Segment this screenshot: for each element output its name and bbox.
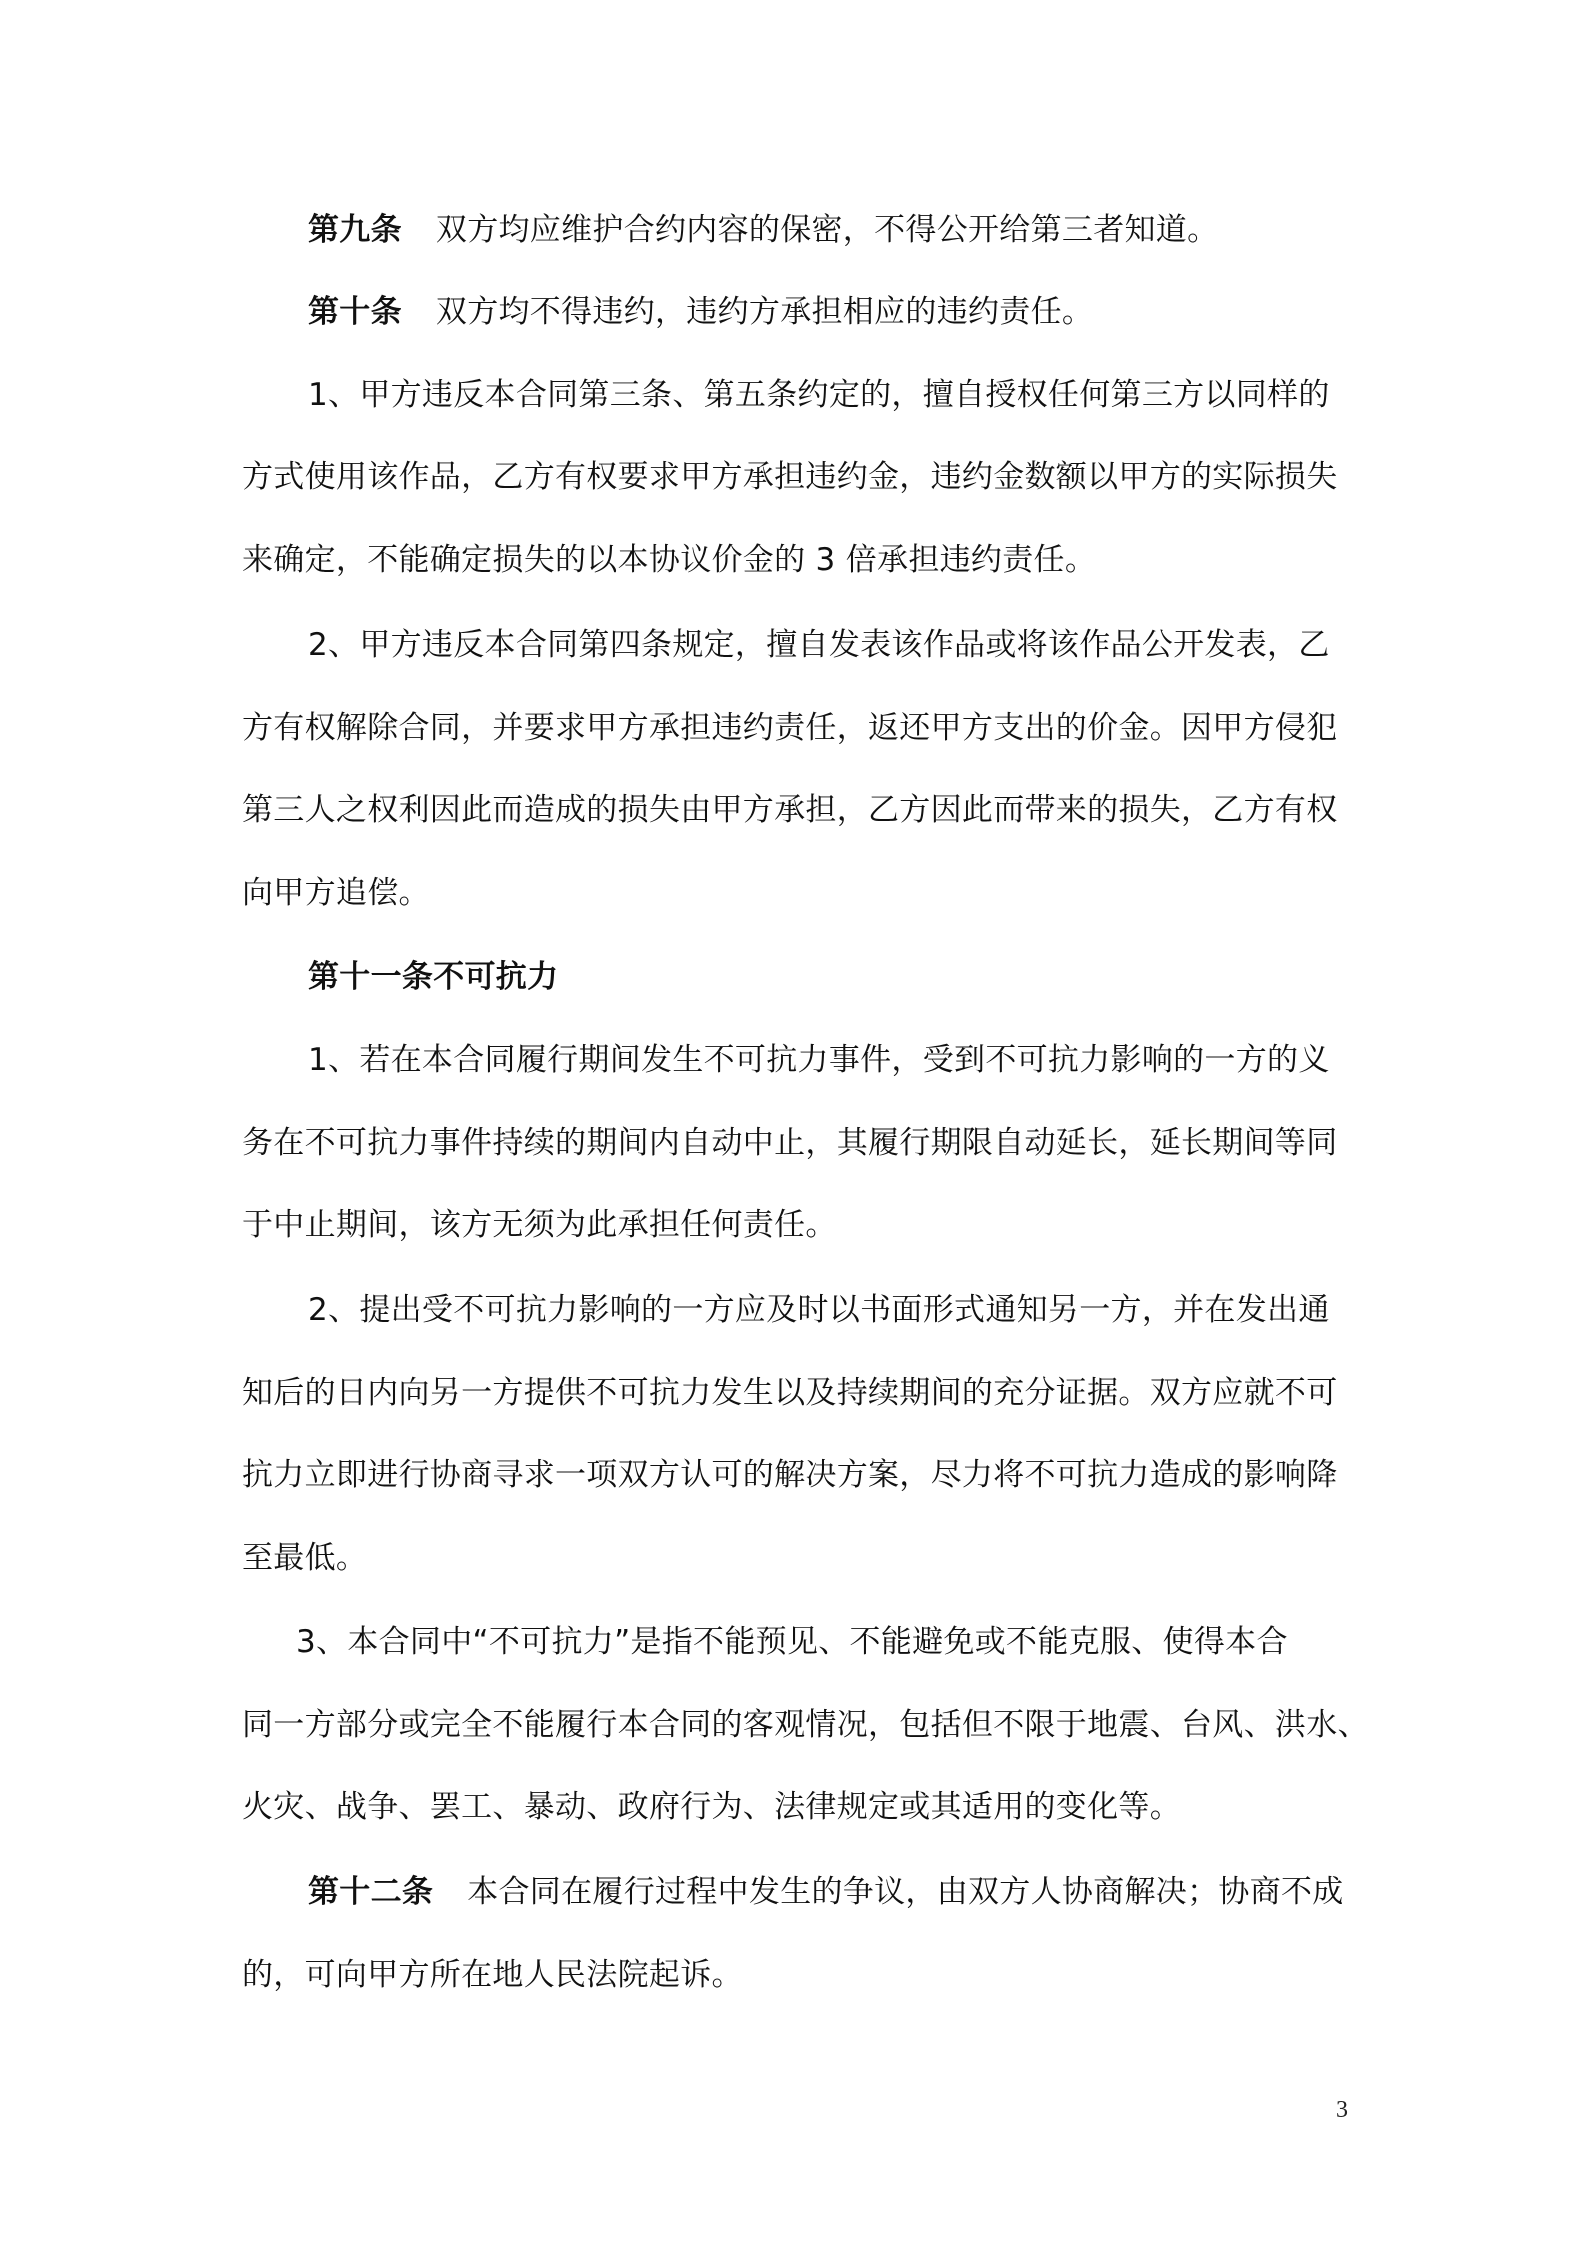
- article-11-clause-3-line-1: 3、本合同中“不可抗力”是指不能预见、不能避免或不能克服、使得本合: [296, 1624, 1288, 1660]
- article-10-heading: 第十条: [308, 294, 402, 330]
- article-11-clause-2-line-3: 抗力立即进行协商寻求一项双方认可的解决方案，尽力将不可抗力造成的影响降: [242, 1457, 1338, 1493]
- article-12-heading: 第十二条: [308, 1874, 434, 1910]
- article-11-clause-2-line-2: 知后的日内向另一方提供不可抗力发生以及持续期间的充分证据。双方应就不可: [242, 1375, 1338, 1411]
- article-10-clause-2-line-3: 第三人之权利因此而造成的损失由甲方承担，乙方因此而带来的损失，乙方有权: [242, 792, 1338, 828]
- article-12-line-1: [308, 1872, 1344, 1912]
- article-11-heading: 第十一条不可抗力: [308, 959, 559, 995]
- article-9-text: 双方均应维护合约内容的保密，不得公开给第三者知道。: [435, 212, 1219, 248]
- article-10-clause-2-line-4: 向甲方追偿。: [242, 875, 430, 911]
- article-10-clause-2-line-2: 方有权解除合同，并要求甲方承担违约责任，返还甲方支出的价金。因甲方侵犯: [242, 710, 1338, 746]
- article-11-clause-1-line-2: 务在不可抗力事件持续的期间内自动中止，其履行期限自动延长，延长期间等同: [242, 1125, 1338, 1161]
- article-11-clause-3-line-2: 同一方部分或完全不能履行本合同的客观情况，包括但不限于地震、台风、洪水、: [242, 1707, 1369, 1743]
- article-9-line-1: [308, 210, 1218, 250]
- article-12-line-2: 的，可向甲方所在地人民法院起诉。: [242, 1957, 743, 1993]
- article-11-clause-2-line-1: 2、提出受不可抗力影响的一方应及时以书面形式通知另一方，并在发出通: [308, 1292, 1330, 1328]
- page-number: 3: [1336, 2097, 1348, 2123]
- article-11-clause-1-line-1: 1、若在本合同履行期间发生不可抗力事件，受到不可抗力影响的一方的义: [308, 1042, 1330, 1078]
- article-11-clause-3-line-3: 火灾、战争、罢工、暴动、政府行为、法律规定或其适用的变化等。: [242, 1789, 1181, 1825]
- article-10-clause-2-line-1: 2、甲方违反本合同第四条规定，擅自发表该作品或将该作品公开发表，乙: [308, 627, 1330, 663]
- article-10-clause-1-line-1: 1、甲方违反本合同第三条、第五条约定的，擅自授权任何第三方以同样的: [308, 377, 1330, 413]
- article-11-clause-1-line-3: 于中止期间，该方无须为此承担任何责任。: [242, 1207, 837, 1243]
- article-10-line-1: [308, 292, 1093, 332]
- article-10-clause-1-line-3: 来确定，不能确定损失的以本协议价金的 3 倍承担违约责任。: [242, 542, 1097, 578]
- article-10-text: 双方均不得违约，违约方承担相应的违约责任。: [435, 294, 1094, 330]
- article-11-clause-2-line-4: 至最低。: [242, 1540, 368, 1576]
- article-12-text: 本合同在履行过程中发生的争议，由双方人协商解决；协商不成: [467, 1874, 1344, 1910]
- article-10-clause-1-line-2: 方式使用该作品，乙方有权要求甲方承担违约金，违约金数额以甲方的实际损失: [242, 459, 1338, 495]
- article-9-heading: 第九条: [308, 212, 402, 248]
